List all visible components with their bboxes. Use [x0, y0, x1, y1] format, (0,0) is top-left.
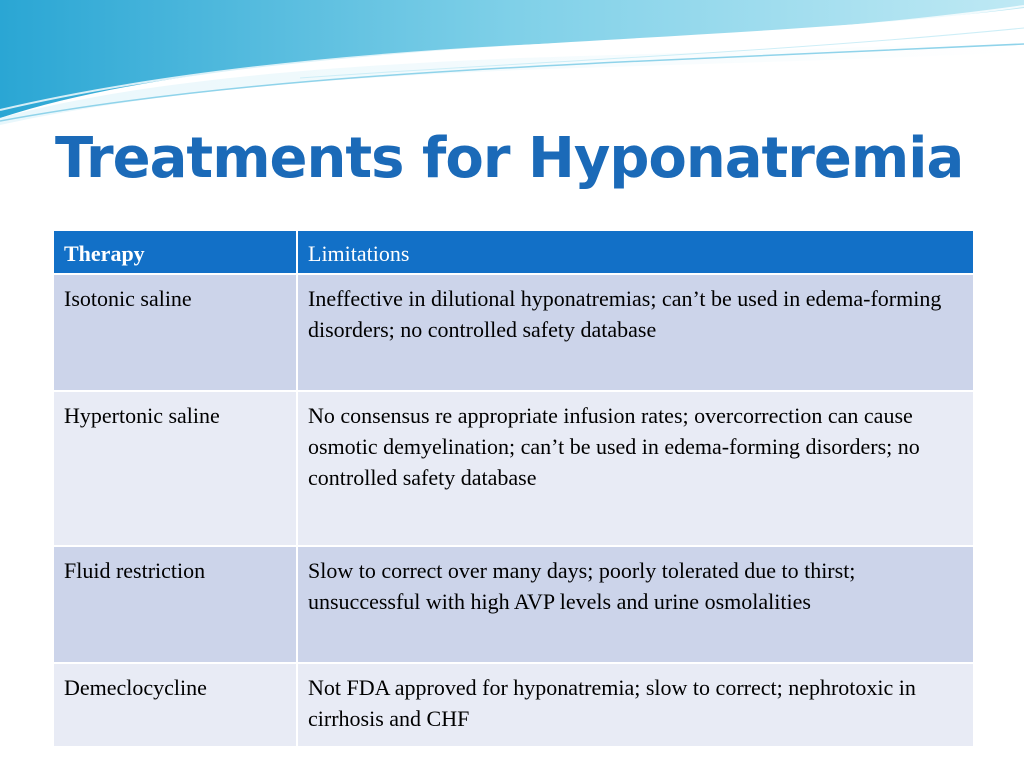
table-row — [53, 546, 974, 663]
therapy-cell: Demeclocycline — [53, 663, 297, 747]
decorative-wave-banner — [0, 0, 1024, 125]
therapy-cell: Isotonic saline — [53, 274, 297, 391]
table-row — [53, 274, 974, 391]
slide-title: Treatments for Hyponatremia — [55, 126, 964, 191]
therapy-cell: Hypertonic saline — [53, 391, 297, 546]
therapy-cell: Fluid restriction — [53, 546, 297, 663]
header-therapy: Therapy — [53, 230, 297, 274]
limitations-cell: Slow to correct over many days; poorly tolerated due to thirst; unsuccessful with high AVP levels and urine osmolalities — [297, 546, 974, 663]
table-row — [53, 391, 974, 546]
table-row — [53, 663, 974, 747]
table-header-row — [53, 230, 974, 274]
header-limitations: Limitations — [297, 230, 974, 274]
limitations-cell: Ineffective in dilutional hyponatremias; can’t be used in edema-forming disorders; no controlled safety database — [297, 274, 974, 391]
treatments-table — [52, 229, 975, 748]
limitations-cell: Not FDA approved for hyponatremia; slow to correct; nephrotoxic in cirrhosis and CHF — [297, 663, 974, 747]
limitations-cell: No consensus re appropriate infusion rates; overcorrection can cause osmotic demyelination; can’t be used in edema-forming disorders; no controlled safety database — [297, 391, 974, 546]
